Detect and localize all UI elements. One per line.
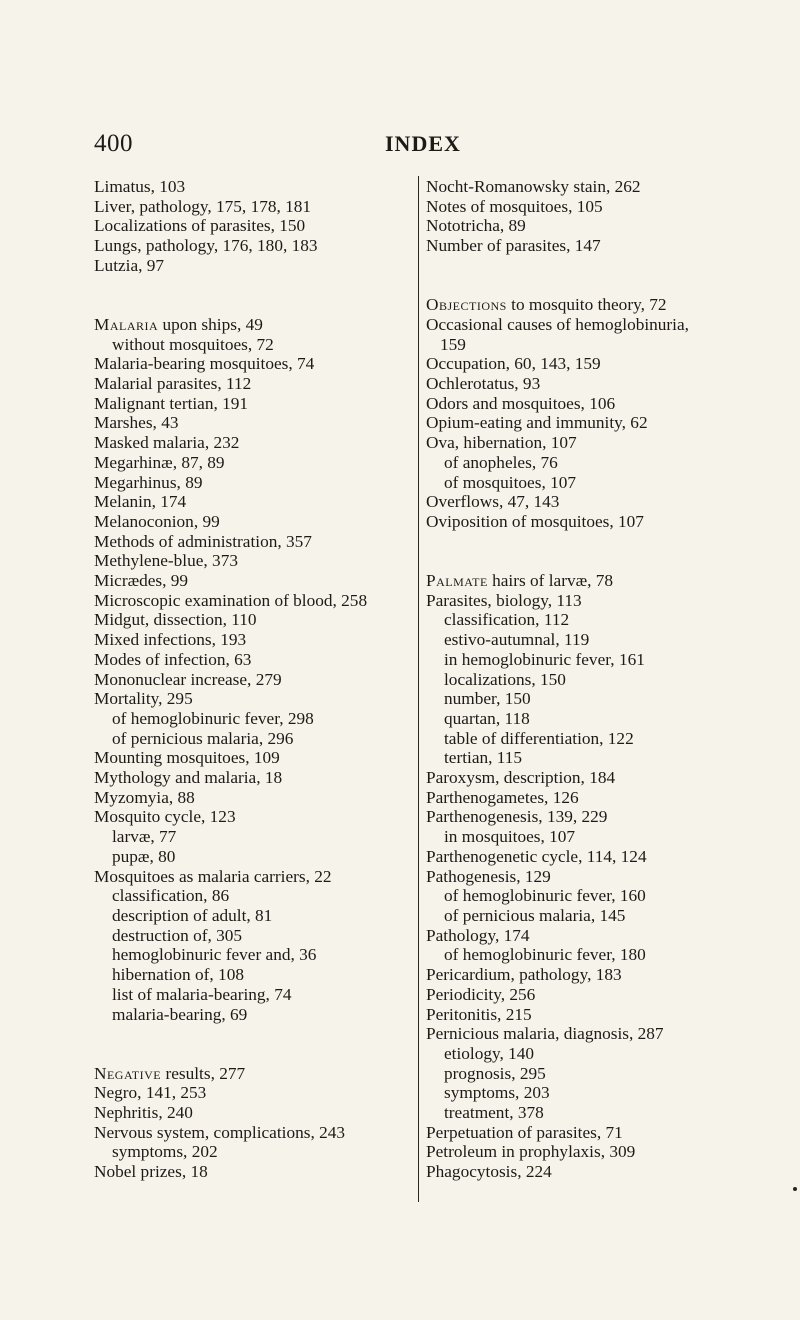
entry-text: Malignant tertian, 191 <box>94 393 249 413</box>
entry-text: Opium-eating and immunity, 62 <box>426 413 648 433</box>
entry-text: Odors and mosquitoes, 106 <box>426 393 616 413</box>
index-subentry <box>426 886 746 906</box>
section-gap <box>426 256 746 295</box>
entry-text: Nephritis, 240 <box>94 1103 193 1123</box>
index-entry <box>426 985 746 1005</box>
entry-text: classification, 112 <box>444 610 570 630</box>
index-entry <box>426 926 746 946</box>
entry-text: Pathology, 174 <box>426 925 530 945</box>
index-entry <box>94 1123 414 1143</box>
index-subentry <box>426 729 746 749</box>
index-entry <box>94 394 414 414</box>
entry-text: table of differentiation, 122 <box>444 728 634 748</box>
entry-text: Perpetuation of parasites, 71 <box>426 1122 623 1142</box>
index-entry <box>426 571 746 591</box>
index-subentry <box>94 1142 414 1162</box>
index-entry <box>426 591 746 611</box>
entry-text: of pernicious malaria, 145 <box>444 905 626 925</box>
entry-text: Occasional causes of hemoglobinuria, <box>426 314 689 334</box>
index-entry <box>426 354 746 374</box>
entry-text: of hemoglobinuric fever, 180 <box>444 945 646 965</box>
entry-text: Megarhinæ, 87, 89 <box>94 452 225 472</box>
index-subentry <box>426 610 746 630</box>
index-entry <box>426 492 746 512</box>
index-subentry <box>94 926 414 946</box>
index-entry <box>94 650 414 670</box>
index-entry <box>94 413 414 433</box>
index-subentry <box>426 1103 746 1123</box>
entry-text: Mortality, 295 <box>94 689 193 709</box>
entry-text: Lungs, pathology, 176, 180, 183 <box>94 236 318 256</box>
index-entry <box>426 512 746 532</box>
entry-text: estivo-autumnal, 119 <box>444 630 590 650</box>
entry-text: of hemoglobinuric fever, 160 <box>444 886 646 906</box>
index-subentry <box>426 670 746 690</box>
index-entry <box>94 532 414 552</box>
section-gap <box>94 276 414 315</box>
index-entry <box>94 177 414 197</box>
index-entry <box>94 433 414 453</box>
entry-text: localizations, 150 <box>444 669 566 689</box>
index-entry <box>94 512 414 532</box>
index-subentry <box>426 1044 746 1064</box>
entry-text: Nocht-Romanowsky stain, 262 <box>426 177 641 196</box>
page-number: 400 <box>94 130 133 157</box>
index-subentry <box>94 906 414 926</box>
index-subentry <box>94 886 414 906</box>
entry-text: pupæ, 80 <box>112 846 176 866</box>
entry-text: Lutzia, 97 <box>94 255 165 275</box>
entry-text: destruction of, 305 <box>112 925 243 945</box>
entry-text: classification, 86 <box>112 886 230 906</box>
entry-text: symptoms, 203 <box>444 1083 550 1103</box>
entry-text: Oviposition of mosquitoes, 107 <box>426 511 644 531</box>
index-subentry <box>94 335 414 355</box>
index-entry <box>94 216 414 236</box>
entry-text: larvæ, 77 <box>112 827 177 847</box>
entry-text: Melanin, 174 <box>94 492 187 512</box>
index-subentry <box>94 965 414 985</box>
entry-text: without mosquitoes, 72 <box>112 334 274 354</box>
index-entry <box>94 473 414 493</box>
entry-text: Malarial parasites, 112 <box>94 374 252 394</box>
entry-text: Midgut, dissection, 110 <box>94 610 257 630</box>
index-entry <box>426 216 746 236</box>
entry-text: Overflows, 47, 143 <box>426 492 560 512</box>
index-subentry <box>94 827 414 847</box>
index-entry <box>94 807 414 827</box>
section-gap <box>426 532 746 571</box>
section-lead-word: Objections <box>426 295 507 315</box>
index-entry <box>426 236 746 256</box>
index-subentry <box>426 1083 746 1103</box>
entry-text: quartan, 118 <box>444 708 530 728</box>
entry-text: Micrædes, 99 <box>94 571 189 591</box>
index-entry <box>94 610 414 630</box>
index-entry <box>94 256 414 276</box>
column-divider <box>418 176 419 1202</box>
entry-text: Pernicious malaria, diagnosis, 287 <box>426 1024 664 1044</box>
index-entry <box>426 1024 746 1044</box>
entry-text: of anopheles, 76 <box>444 452 558 472</box>
index-column-right <box>426 177 746 1182</box>
index-entry <box>94 867 414 887</box>
index-subentry <box>426 748 746 768</box>
index-subentry <box>426 709 746 729</box>
entry-text: Malaria-bearing mosquitoes, 74 <box>94 354 315 374</box>
index-entry <box>94 1162 414 1182</box>
index-subentry <box>426 473 746 493</box>
index-entry <box>94 768 414 788</box>
section-lead-word: Palmate <box>426 571 488 591</box>
entry-text: Parthenogenesis, 139, 229 <box>426 807 608 827</box>
entry-text: Mosquitoes as malaria carriers, 22 <box>94 866 332 886</box>
index-entry <box>94 374 414 394</box>
entry-text: Methods of administration, 357 <box>94 531 312 551</box>
entry-text: in hemoglobinuric fever, 161 <box>444 649 645 669</box>
index-entry <box>94 236 414 256</box>
entry-text: upon ships, 49 <box>158 314 263 334</box>
index-entry <box>426 768 746 788</box>
index-entry <box>94 748 414 768</box>
index-entry <box>94 591 414 611</box>
entry-text: Nervous system, complications, 243 <box>94 1122 346 1142</box>
entry-text: Petroleum in prophylaxis, 309 <box>426 1142 636 1162</box>
entry-text: Number of parasites, 147 <box>426 236 601 256</box>
entry-text: hibernation of, 108 <box>112 965 244 985</box>
index-entry <box>426 315 746 335</box>
index-entry <box>426 197 746 217</box>
index-entry <box>94 788 414 808</box>
entry-text: list of malaria-bearing, 74 <box>112 984 292 1004</box>
index-entry <box>426 807 746 827</box>
index-subentry <box>426 689 746 709</box>
index-entry <box>426 847 746 867</box>
index-subentry <box>94 847 414 867</box>
entry-text: Modes of infection, 63 <box>94 649 252 669</box>
index-entry <box>426 295 746 315</box>
index-subentry <box>94 729 414 749</box>
entry-text: of pernicious malaria, 296 <box>112 728 294 748</box>
entry-text: Phagocytosis, 224 <box>426 1162 552 1182</box>
entry-text: of mosquitoes, 107 <box>444 472 577 492</box>
entry-text: Periodicity, 256 <box>426 984 536 1004</box>
index-entry <box>94 571 414 591</box>
index-entry <box>94 197 414 217</box>
entry-text: Microscopic examination of blood, 258 <box>94 590 368 610</box>
index-entry <box>94 1103 414 1123</box>
index-subentry <box>426 630 746 650</box>
entry-text: hairs of larvæ, 78 <box>487 571 614 591</box>
entry-text: Peritonitis, 215 <box>426 1004 532 1024</box>
index-entry <box>94 551 414 571</box>
index-entry <box>426 1162 746 1182</box>
entry-text: Mixed infections, 193 <box>94 630 247 650</box>
entry-text: Ochlerotatus, 93 <box>426 374 541 394</box>
index-entry <box>94 453 414 473</box>
index-entry <box>426 867 746 887</box>
index-entry <box>426 1123 746 1143</box>
entry-text: Parthenogenetic cycle, 114, 124 <box>426 846 647 866</box>
entry-text: Nobel prizes, 18 <box>94 1162 208 1182</box>
entry-text: Mounting mosquitoes, 109 <box>94 748 280 768</box>
index-entry <box>426 965 746 985</box>
index-entry <box>94 354 414 374</box>
index-entry <box>426 1005 746 1025</box>
section-gap <box>94 1024 414 1063</box>
section-lead-word: Malaria <box>94 314 159 334</box>
index-entry <box>426 788 746 808</box>
entry-text: Parasites, biology, 113 <box>426 590 582 610</box>
entry-text: Paroxysm, description, 184 <box>426 768 616 788</box>
index-subentry <box>426 650 746 670</box>
index-subentry <box>426 945 746 965</box>
index-subentry <box>426 453 746 473</box>
entry-text: etiology, 140 <box>444 1043 535 1063</box>
entry-text: 159 <box>440 334 466 354</box>
index-entry <box>426 1142 746 1162</box>
entry-text: Masked malaria, 232 <box>94 433 240 453</box>
running-head-title: INDEX <box>385 131 461 156</box>
index-entry <box>94 630 414 650</box>
entry-text: Ova, hibernation, 107 <box>426 433 577 453</box>
index-subentry <box>94 945 414 965</box>
index-entry <box>94 1064 414 1084</box>
entry-text: prognosis, 295 <box>444 1063 546 1083</box>
entry-text: in mosquitoes, 107 <box>444 827 576 847</box>
index-entry <box>426 177 746 197</box>
index-subentry <box>426 1064 746 1084</box>
index-subentry <box>426 827 746 847</box>
entry-text: Mosquito cycle, 123 <box>94 807 236 827</box>
index-subentry <box>94 985 414 1005</box>
index-entry <box>426 374 746 394</box>
entry-text: to mosquito theory, 72 <box>506 295 667 315</box>
index-subentry <box>94 709 414 729</box>
index-subentry <box>426 906 746 926</box>
entry-text: symptoms, 202 <box>112 1142 218 1162</box>
entry-text: Megarhinus, 89 <box>94 472 203 492</box>
index-entry <box>94 689 414 709</box>
entry-text: Liver, pathology, 175, 178, 181 <box>94 196 312 216</box>
entry-text: Notes of mosquitoes, 105 <box>426 196 603 216</box>
entry-text: Myzomyia, 88 <box>94 787 195 807</box>
entry-text: Methylene-blue, 373 <box>94 551 238 571</box>
entry-text: Marshes, 43 <box>94 413 179 433</box>
index-entry-continuation <box>426 335 746 355</box>
margin-mark <box>793 1187 797 1191</box>
entry-text: hemoglobinuric fever and, 36 <box>112 945 317 965</box>
index-entry <box>94 670 414 690</box>
index-entry <box>94 492 414 512</box>
entry-text: treatment, 378 <box>444 1103 544 1123</box>
index-entry <box>94 1083 414 1103</box>
entry-text: Limatus, 103 <box>94 177 186 196</box>
entry-text: malaria-bearing, 69 <box>112 1004 248 1024</box>
entry-text: number, 150 <box>444 689 531 709</box>
entry-text: Pathogenesis, 129 <box>426 866 551 886</box>
entry-text: description of adult, 81 <box>112 906 273 925</box>
entry-text: Nototricha, 89 <box>426 216 526 236</box>
index-column-left <box>94 177 414 1182</box>
entry-text: Localizations of parasites, 150 <box>94 216 306 236</box>
entry-text: Occupation, 60, 143, 159 <box>426 354 601 374</box>
index-entry <box>426 394 746 414</box>
entry-text: results, 277 <box>161 1063 246 1083</box>
index-subentry <box>94 1005 414 1025</box>
entry-text: Pericardium, pathology, 183 <box>426 965 622 985</box>
section-lead-word: Negative <box>94 1063 162 1083</box>
index-entry <box>94 315 414 335</box>
entry-text: Mononuclear increase, 279 <box>94 669 282 689</box>
entry-text: Negro, 141, 253 <box>94 1083 207 1103</box>
entry-text: Parthenogametes, 126 <box>426 787 579 807</box>
entry-text: Melanoconion, 99 <box>94 511 220 531</box>
entry-text: Mythology and malaria, 18 <box>94 768 283 788</box>
entry-text: of hemoglobinuric fever, 298 <box>112 708 314 728</box>
entry-text: tertian, 115 <box>444 748 523 768</box>
index-entry <box>426 413 746 433</box>
index-entry <box>426 433 746 453</box>
